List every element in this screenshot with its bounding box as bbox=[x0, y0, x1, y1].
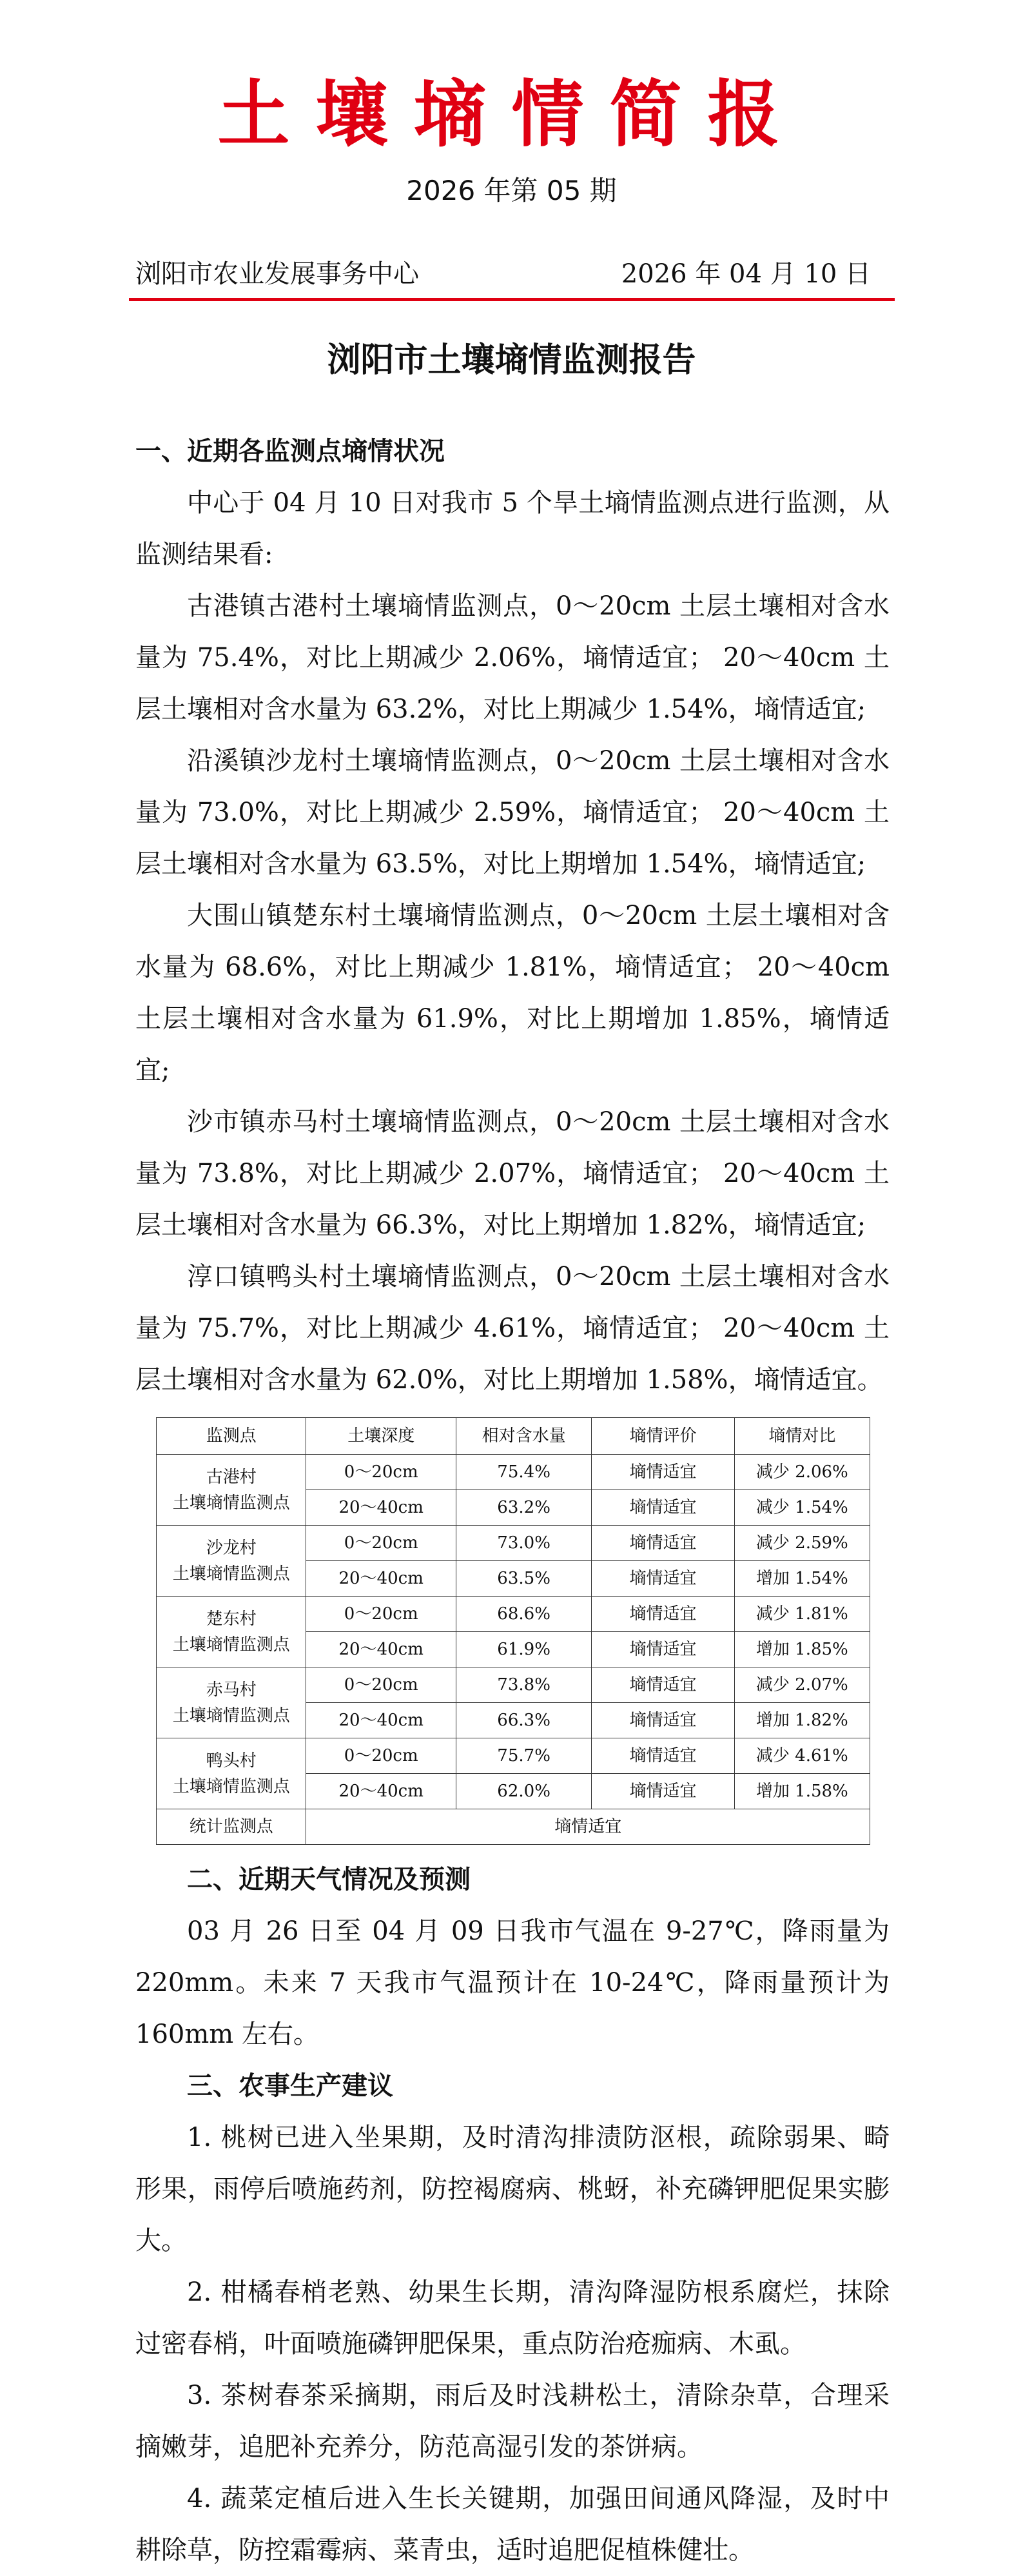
site-paragraph: 沿溪镇沙龙村土壤墒情监测点，0～20cm 土层土壤相对含水量为 73.0%，对比上期减少 2.59%，墒情适宜； 20～40cm 土层土壤相对含水量为 63.5%，对比上期增加 1.54%，墒情适宜; bbox=[135, 746, 890, 879]
depth-cell: 0～20cm bbox=[306, 1455, 456, 1490]
moisture-cell: 61.9% bbox=[456, 1632, 591, 1667]
evaluation-cell: 墒情适宜 bbox=[592, 1597, 734, 1632]
comparison-cell: 增加 1.82% bbox=[734, 1703, 870, 1738]
comparison-cell: 减少 2.59% bbox=[734, 1526, 870, 1561]
moisture-cell: 62.0% bbox=[456, 1774, 591, 1809]
moisture-cell: 73.0% bbox=[456, 1526, 591, 1561]
evaluation-cell: 墒情适宜 bbox=[592, 1526, 734, 1561]
summary-value-cell: 墒情适宜 bbox=[306, 1809, 870, 1845]
comparison-cell: 增加 1.58% bbox=[734, 1774, 870, 1809]
depth-cell: 20～40cm bbox=[306, 1774, 456, 1809]
table-row bbox=[157, 1526, 870, 1561]
section-heading-2: 二、近期天气情况及预测 bbox=[187, 1865, 471, 1894]
moisture-cell: 66.3% bbox=[456, 1703, 591, 1738]
depth-cell: 0～20cm bbox=[306, 1597, 456, 1632]
comparison-cell: 减少 1.54% bbox=[734, 1490, 870, 1526]
table-header-row bbox=[157, 1418, 870, 1455]
site-paragraph: 古港镇古港村土壤墒情监测点，0～20cm 土层土壤相对含水量为 75.4%，对比上期减少 2.06%，墒情适宜； 20～40cm 土层土壤相对含水量为 63.2%，对比上期减少 1.54%，墒情适宜; bbox=[135, 591, 890, 724]
evaluation-cell: 墒情适宜 bbox=[592, 1774, 734, 1809]
depth-cell: 0～20cm bbox=[306, 1738, 456, 1774]
report-title: 浏阳市土壤墒情监测报告 bbox=[327, 340, 696, 380]
site-name-cell: 赤马村 土壤墒情监测点 bbox=[157, 1667, 306, 1738]
site-name-cell: 沙龙村 土壤墒情监测点 bbox=[157, 1526, 306, 1597]
evaluation-cell: 墒情适宜 bbox=[592, 1561, 734, 1597]
report-body bbox=[135, 426, 890, 2576]
comparison-cell: 增加 1.54% bbox=[734, 1561, 870, 1597]
depth-cell: 20～40cm bbox=[306, 1632, 456, 1667]
table-row bbox=[157, 1597, 870, 1632]
section-heading-3: 三、农事生产建议 bbox=[187, 2071, 393, 2101]
evaluation-cell: 墒情适宜 bbox=[592, 1632, 734, 1667]
table-row bbox=[157, 1667, 870, 1703]
depth-cell: 0～20cm bbox=[306, 1526, 456, 1561]
advice-item: 1. 桃树已进入坐果期，及时清沟排渍防沤根，疏除弱果、畸形果，雨停后喷施药剂，防控褐腐病、桃蚜，补充磷钾肥促果实膨大。 bbox=[135, 2123, 890, 2256]
evaluation-cell: 墒情适宜 bbox=[592, 1455, 734, 1490]
section-heading-1: 一、近期各监测点墒情状况 bbox=[135, 437, 445, 466]
issuing-organization: 浏阳市农业发展事务中心 bbox=[135, 259, 419, 289]
comparison-cell: 减少 2.06% bbox=[734, 1455, 870, 1490]
red-divider-line bbox=[129, 298, 895, 301]
section1-intro: 中心于 04 月 10 日对我市 5 个旱土墒情监测点进行监测，从监测结果看: bbox=[135, 488, 890, 569]
site-name-cell: 古港村 土壤墒情监测点 bbox=[157, 1455, 306, 1526]
advice-item: 4. 蔬菜定植后进入生长关键期，加强田间通风降湿，及时中耕除草，防控霜霉病、菜青虫，适时追肥促植株健壮。 bbox=[135, 2484, 890, 2565]
table-summary-row bbox=[157, 1809, 870, 1845]
comparison-cell: 减少 4.61% bbox=[734, 1738, 870, 1774]
issue-date: 2026 年 04 月 10 日 bbox=[621, 259, 871, 289]
weather-paragraph: 03 月 26 日至 04 月 09 日我市气温在 9-27℃，降雨量为 220mm。未来 7 天我市气温预计在 10-24℃，降雨量预计为 160mm 左右。 bbox=[135, 1916, 890, 2049]
moisture-cell: 75.4% bbox=[456, 1455, 591, 1490]
site-paragraph: 淳口镇鸭头村土壤墒情监测点，0～20cm 土层土壤相对含水量为 75.7%，对比上期减少 4.61%，墒情适宜； 20～40cm 土层土壤相对含水量为 62.0%，对比上期增加 1.58%，墒情适宜。 bbox=[135, 1262, 890, 1395]
comparison-cell: 减少 2.07% bbox=[734, 1667, 870, 1703]
table-row bbox=[157, 1738, 870, 1774]
moisture-cell: 75.7% bbox=[456, 1738, 591, 1774]
masthead-title: 土壤墒情简报 bbox=[217, 73, 806, 157]
depth-cell: 20～40cm bbox=[306, 1703, 456, 1738]
evaluation-cell: 墒情适宜 bbox=[592, 1703, 734, 1738]
site-name-cell: 鸭头村 土壤墒情监测点 bbox=[157, 1738, 306, 1809]
site-paragraph: 沙市镇赤马村土壤墒情监测点，0～20cm 土层土壤相对含水量为 73.8%，对比上期减少 2.07%，墒情适宜； 20～40cm 土层土壤相对含水量为 66.3%，对比上期增加 1.82%，墒情适宜; bbox=[135, 1107, 890, 1240]
depth-cell: 20～40cm bbox=[306, 1490, 456, 1526]
moisture-table bbox=[156, 1417, 870, 1845]
table-header-cell: 监测点 bbox=[157, 1418, 306, 1455]
depth-cell: 0～20cm bbox=[306, 1667, 456, 1703]
advice-item: 3. 茶树春茶采摘期，雨后及时浅耕松土，清除杂草，合理采摘嫩芽，追肥补充养分，防范高湿引发的茶饼病。 bbox=[135, 2381, 890, 2462]
evaluation-cell: 墒情适宜 bbox=[592, 1490, 734, 1526]
table-header-cell: 土壤深度 bbox=[306, 1418, 456, 1455]
table-row bbox=[157, 1455, 870, 1490]
moisture-cell: 63.2% bbox=[456, 1490, 591, 1526]
issue-number: 2026 年第 05 期 bbox=[406, 175, 617, 206]
table-header-cell: 相对含水量 bbox=[456, 1418, 591, 1455]
depth-cell: 20～40cm bbox=[306, 1561, 456, 1597]
evaluation-cell: 墒情适宜 bbox=[592, 1738, 734, 1774]
advice-item: 2. 柑橘春梢老熟、幼果生长期，清沟降湿防根系腐烂，抹除过密春梢，叶面喷施磷钾肥保果，重点防治疮痂病、木虱。 bbox=[135, 2277, 890, 2359]
comparison-cell: 减少 1.81% bbox=[734, 1597, 870, 1632]
evaluation-cell: 墒情适宜 bbox=[592, 1667, 734, 1703]
moisture-cell: 68.6% bbox=[456, 1597, 591, 1632]
table-header-cell: 墒情对比 bbox=[734, 1418, 870, 1455]
comparison-cell: 增加 1.85% bbox=[734, 1632, 870, 1667]
summary-label-cell: 统计监测点 bbox=[157, 1809, 306, 1845]
site-name-cell: 楚东村 土壤墒情监测点 bbox=[157, 1597, 306, 1667]
moisture-cell: 63.5% bbox=[456, 1561, 591, 1597]
site-paragraph: 大围山镇楚东村土壤墒情监测点，0～20cm 土层土壤相对含水量为 68.6%，对比上期减少 1.81%，墒情适宜； 20～40cm 土层土壤相对含水量为 61.9%，对比上期增加 1.85%，墒情适宜; bbox=[135, 901, 890, 1085]
moisture-cell: 73.8% bbox=[456, 1667, 591, 1703]
table-header-cell: 墒情评价 bbox=[592, 1418, 734, 1455]
